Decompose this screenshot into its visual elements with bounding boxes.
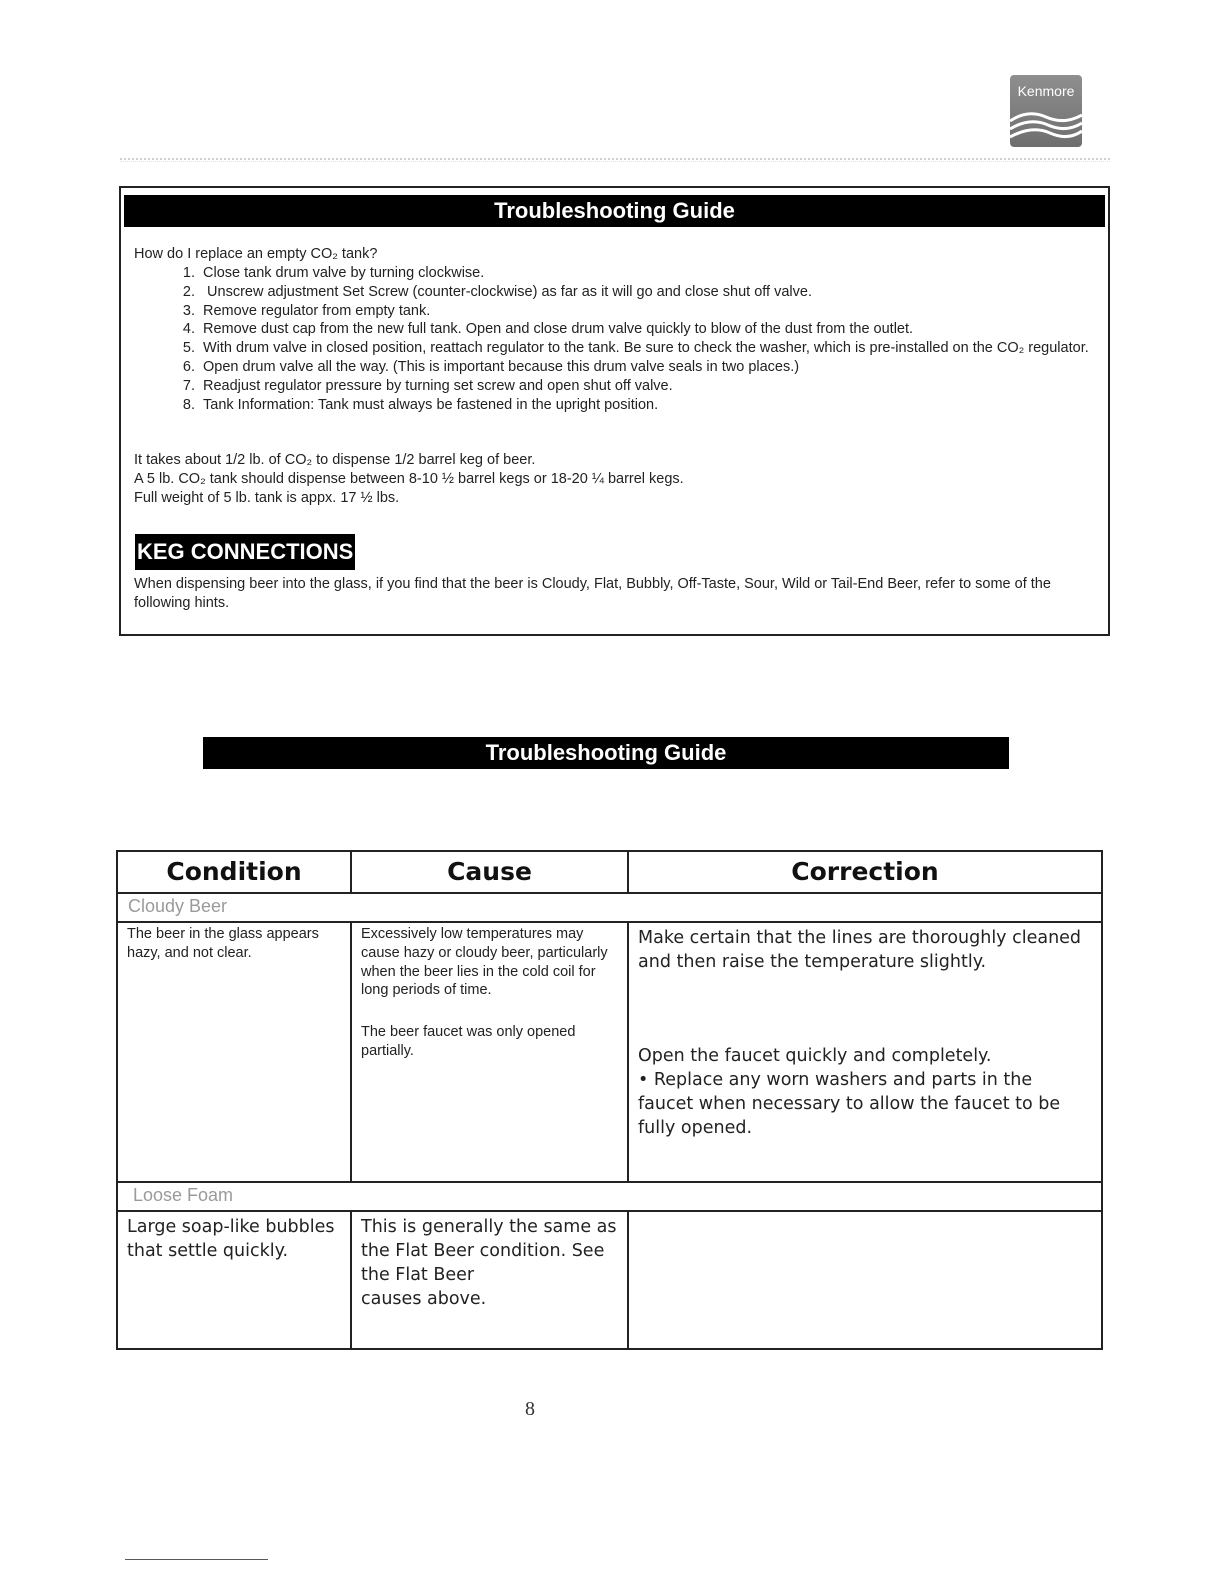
header-cause: Cause: [351, 851, 628, 893]
keg-connections-text: When dispensing beer into the glass, if you find that the beer is Cloudy, Flat, Bubbly, Off-Taste, Sour, Wild or Tail-End Beer, refer to some of the following hints.: [134, 576, 1051, 611]
condition-cell: The beer in the glass appears hazy, and not clear.: [117, 922, 351, 1182]
cause-cell: [351, 922, 628, 1182]
correction-text: • Replace any worn washers and parts in the faucet when necessary to allow the faucet to be fully opened.: [638, 1070, 1061, 1138]
tank-info: [134, 451, 684, 507]
step-item: 8. Tank Information: Tank must always be fastened in the upright position.: [199, 396, 1094, 415]
step-item: 6. Open drum valve all the way. (This is important because this drum valve seals in two places.): [199, 358, 1094, 377]
correction-cell: [628, 922, 1102, 1182]
section-title: Troubleshooting Guide: [124, 195, 1105, 227]
header-divider: [120, 158, 1110, 162]
table-row: [117, 922, 1102, 1182]
logo-text: Kenmore: [1017, 83, 1075, 99]
logo-wave-icon: [1010, 105, 1082, 147]
step-item: 4. Remove dust cap from the new full tank. Open and close drum valve quickly to blow of the dust from the outlet.: [199, 320, 1094, 339]
step-item: 5. With drum valve in closed position, reattach regulator to the tank. Be sure to check the washer, which is pre-installed on the CO₂ regulator.: [199, 339, 1094, 358]
page-number: 8: [525, 1398, 535, 1420]
step-item: 7. Readjust regulator pressure by turning set screw and open shut off valve.: [199, 377, 1094, 396]
header-correction: Correction: [628, 851, 1102, 893]
correction-text: Make certain that the lines are thoroughly cleaned and then raise the temperature slightly.: [638, 928, 1082, 972]
footnote-rule: [125, 1559, 268, 1560]
header-condition: Condition: [117, 851, 351, 893]
table-row: [117, 1211, 1102, 1349]
correction-cell: [628, 1211, 1102, 1349]
cause-text: The beer faucet was only opened partially.: [361, 1024, 576, 1059]
correction-text: Open the faucet quickly and completely.: [638, 1046, 992, 1066]
table-section-row: [117, 1182, 1102, 1211]
question-text: How do I replace an empty CO₂ tank?: [134, 246, 378, 262]
step-item: 1. Close tank drum valve by turning clockwise.: [199, 264, 1094, 283]
section-title-2: Troubleshooting Guide: [203, 737, 1009, 769]
troubleshooting-table: [116, 850, 1103, 1350]
step-item: 3. Remove regulator from empty tank.: [199, 302, 1094, 321]
section-label-loose: Loose Foam: [117, 1182, 1102, 1211]
cause-cell: This is generally the same as the Flat Beer condition. See the Flat Beer causes above.: [351, 1211, 628, 1349]
info-line: Full weight of 5 lb. tank is appx. 17 ½ lbs.: [134, 489, 400, 506]
kenmore-logo: [1010, 75, 1082, 147]
cause-text: Excessively low temperatures may cause hazy or cloudy beer, particularly when the beer lies in the cold coil for long periods of time.: [361, 926, 608, 999]
condition-cell: Large soap-like bubbles that settle quickly.: [117, 1211, 351, 1349]
table-header-row: [117, 851, 1102, 893]
section-label-cloudy: Cloudy Beer: [117, 893, 1102, 922]
keg-connections-heading: KEG CONNECTIONS: [135, 534, 355, 570]
step-item: 2. Unscrew adjustment Set Screw (counter-clockwise) as far as it will go and close shut off valve.: [199, 283, 1094, 302]
info-line: It takes about 1/2 lb. of CO₂ to dispense 1/2 barrel keg of beer.: [134, 452, 536, 468]
co2-tank-section: [119, 186, 1110, 636]
table-section-row: [117, 893, 1102, 922]
info-line: A 5 lb. CO₂ tank should dispense between 8-10 ½ barrel kegs or 18-20 ¼ barrel kegs.: [134, 470, 684, 487]
replacement-steps: [134, 264, 1094, 414]
